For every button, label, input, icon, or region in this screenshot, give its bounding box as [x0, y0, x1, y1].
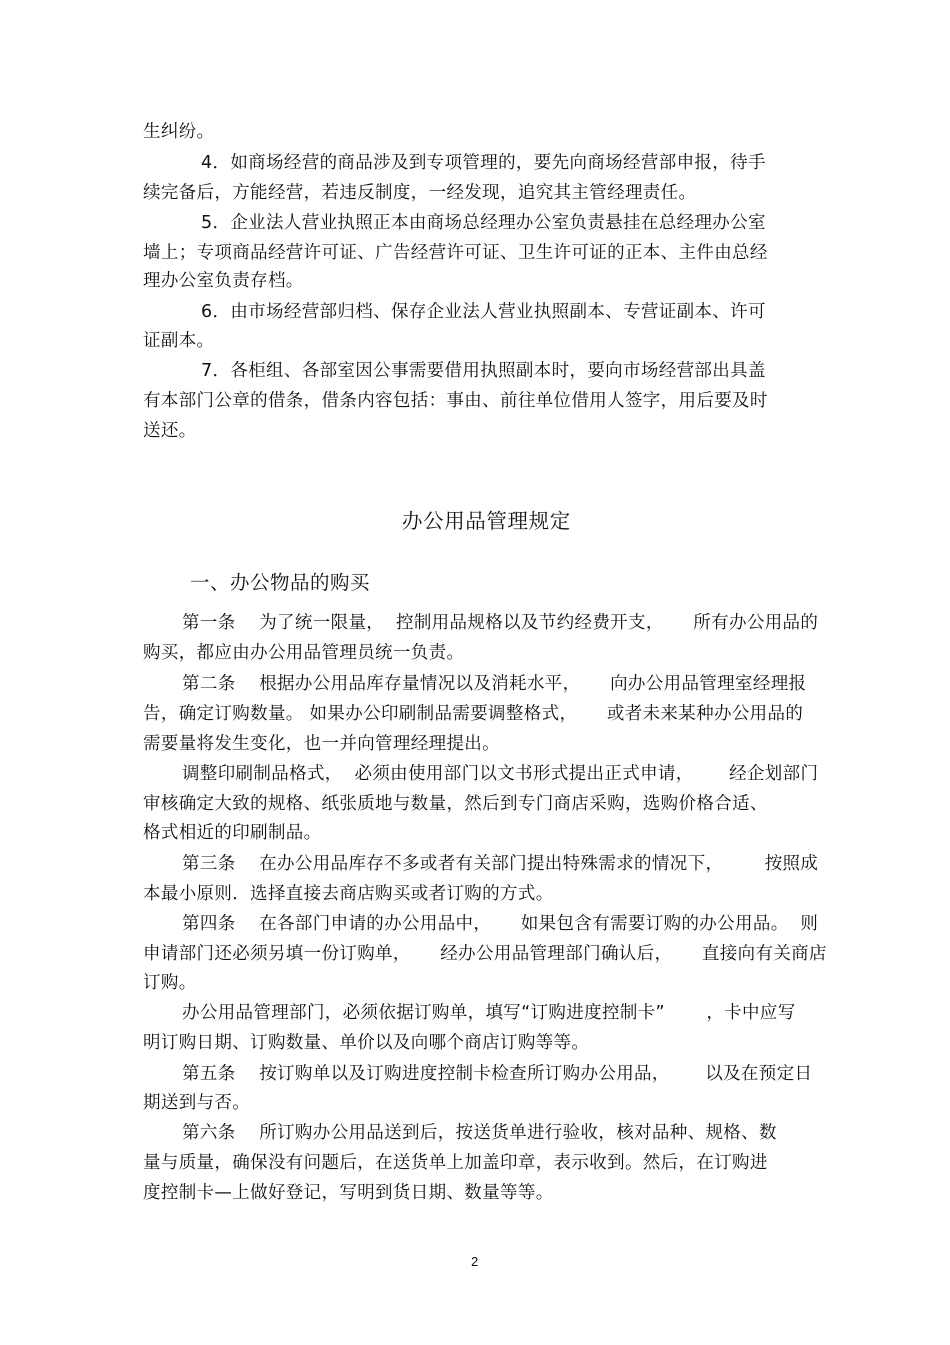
page-number: 2 — [471, 1254, 479, 1269]
text-line: 需要量将发生变化，也一并向管理经理提出。 — [143, 734, 500, 754]
text-line: 办公用品管理部门，必须依据订购单，填写“订购进度控制卡” ，卡中应写 — [182, 1003, 796, 1023]
text-line: 第一条 为了统一限量， 控制用品规格以及节约经费开支， 所有办公用品的 — [182, 613, 819, 633]
text-line: 第二条 根据办公用品库存量情况以及消耗水平， 向办公用品管理室经理报 — [182, 674, 807, 694]
text-line: 期送到与否。 — [143, 1093, 251, 1113]
text-line: 度控制卡—上做好登记，写明到货日期、数量等等。 — [143, 1183, 554, 1203]
text-line: 6．由市场经营部归档、保存企业法人营业执照副本、专营证副本、许可 — [201, 302, 766, 322]
text-line: 审核确定大致的规格、纸张质地与数量，然后到专门商店采购，选购价格合适、 — [143, 794, 768, 814]
text-line: 第六条 所订购办公用品送到后，按送货单进行验收，核对品种、规格、数 — [182, 1123, 777, 1143]
text-line: 第四条 在各部门申请的办公用品中， 如果包含有需要订购的办公用品。 则 — [182, 914, 819, 934]
text-line: 生纠纷。 — [143, 122, 215, 142]
text-line: 理办公室负责存档。 — [143, 271, 304, 291]
text-line: 告，确定订购数量。 如果办公印刷制品需要调整格式， 或者未来某种办公用品的 — [143, 704, 804, 724]
text-line: 购买，都应由办公用品管理员统一负责。 — [143, 643, 465, 663]
text-line: 送还。 — [143, 421, 197, 441]
section-heading: 一、办公物品的购买 — [190, 571, 371, 594]
text-line: 本最小原则．选择直接去商店购买或者订购的方式。 — [143, 884, 554, 904]
text-line: 墙上；专项商品经营许可证、广告经营许可证、卫生许可证的正本、主件由总经 — [143, 243, 768, 263]
text-line: 格式相近的印刷制品。 — [143, 823, 322, 843]
text-line: 续完备后，方能经营，若违反制度，一经发现，追究其主管经理责任。 — [143, 183, 697, 203]
text-line: 有本部门公章的借条，借条内容包括：事由、前往单位借用人签字，用后要及时 — [143, 391, 768, 411]
text-line: 第五条 按订购单以及订购进度控制卡检查所订购办公用品， 以及在预定日 — [182, 1064, 813, 1084]
text-line: 第三条 在办公用品库存不多或者有关部门提出特殊需求的情况下， 按照成 — [182, 854, 819, 874]
text-line: 5．企业法人营业执照正本由商场总经理办公室负责悬挂在总经理办公室 — [201, 213, 766, 233]
text-line: 调整印刷制品格式， 必须由使用部门以文书形式提出正式申请， 经企划部门 — [182, 764, 819, 784]
text-line: 量与质量，确保没有问题后，在送货单上加盖印章，表示收到。然后，在订购进 — [143, 1153, 768, 1173]
text-line: 证副本。 — [143, 331, 215, 351]
text-line: 4．如商场经营的商品涉及到专项管理的，要先向商场经营部申报，待手 — [201, 153, 766, 173]
page-title: 办公用品管理规定 — [402, 509, 571, 533]
text-line: 7．各柜组、各部室因公事需要借用执照副本时，要向市场经营部出具盖 — [201, 361, 766, 381]
text-line: 明订购日期、订购数量、单价以及向哪个商店订购等等。 — [143, 1033, 590, 1053]
text-line: 申请部门还必须另填一份订购单， 经办公用品管理部门确认后， 直接向有关商店 — [143, 944, 827, 964]
text-line: 订购。 — [143, 973, 197, 993]
